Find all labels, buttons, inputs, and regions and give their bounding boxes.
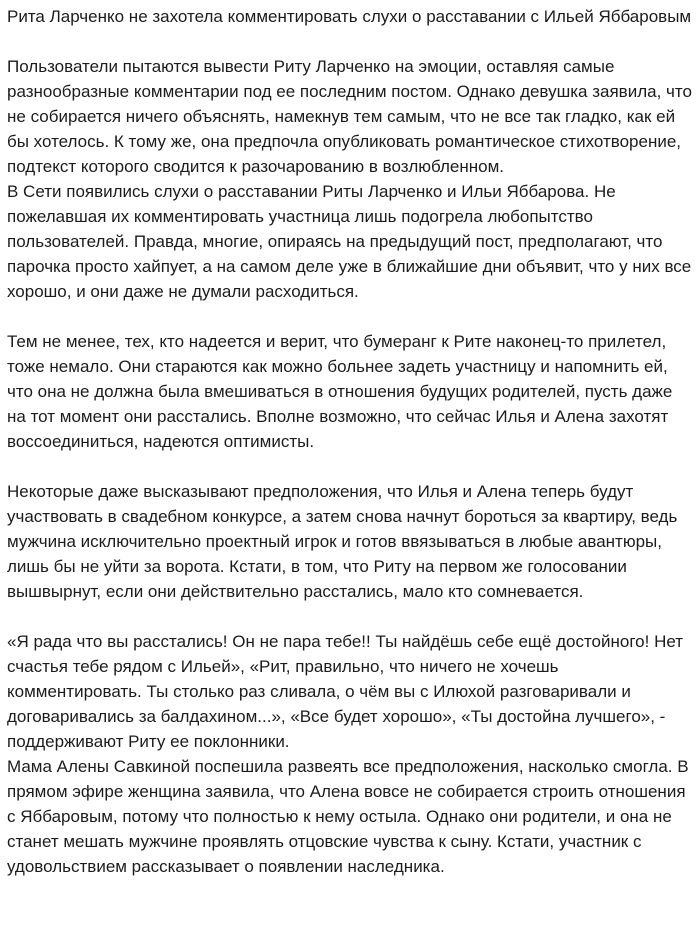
article-paragraph-4: Некоторые даже высказывают предположения, что Илья и Алена теперь будут участвовать в свадебном конкурсе, а затем снова начнут бороться за квартиру, ведь мужчина исключительно проектный игрок и готов ввязываться в любые авантюры, лишь бы не уйти за ворота. Кстати, в том, что Риту на первом же голосовании вышвырнут, если они действительно расстались, мало кто сомневается. [7, 482, 678, 601]
article-paragraph-1: Пользователи пытаются вывести Риту Ларченко на эмоции, оставляя самые разнообразные комментарии под ее последним постом. Однако девушка заявила, что не собирается ничего объяснять, намекнув тем самым, что не все так гладко, как ей бы хотелось. К тому же, она предпочла опубликовать романтическое стихотворение, подтекст которого сводится к разочарованию в возлюбленном. [7, 57, 692, 176]
article-paragraph-3: Тем не менее, тех, кто надеется и верит, что бумеранг к Рите наконец-то прилетел, тоже немало. Они стараются как можно больнее задеть участницу и напомнить ей, что она не должна была вмешиваться в отношения будущих родителей, пусть даже на тот момент они расстались. Вполне возможно, что сейчас Илья и Алена захотят воссоединиться, надеются оптимисты. [7, 332, 673, 451]
article-paragraph-5: «Я рада что вы расстались! Он не пара тебе!! Ты найдёшь себе ещё достойного! Нет счастья тебе рядом с Ильей», «Рит, правильно, что ничего не хочешь комментировать. Ты столько раз сливала, о чём вы с Илюхой разговаривали и договаривались за балдахином...», «Все будет хорошо», «Ты достойна лучшего», - поддерживают Риту ее поклонники. [7, 632, 684, 751]
article-title: Рита Ларченко не захотела комментировать слухи о расставании с Ильей Яббаровым [7, 7, 692, 26]
article-paragraph-2: В Сети появились слухи о расставании Риты Ларченко и Ильи Яббарова. Не пожелавшая их комментировать участница лишь подогрела любопытство пользователей. Правда, многие, опираясь на предыдущий пост, предполагают, что парочка просто хайпует, а на самом деле уже в ближайшие дни объявит, что у них все хорошо, и они даже не думали расходиться. [7, 182, 692, 301]
article-paragraph-6: Мама Алены Савкиной поспешила развеять все предположения, насколько смогла. В прямом эфире женщина заявила, что Алена вовсе не собирается строить отношения с Яббаровым, потому что полностью к нему остыла. Однако они родители, и она не станет мешать мужчине проявлять отцовские чувства к сыну. Кстати, участник с удовольствием рассказывает о появлении наследника. [7, 757, 689, 876]
